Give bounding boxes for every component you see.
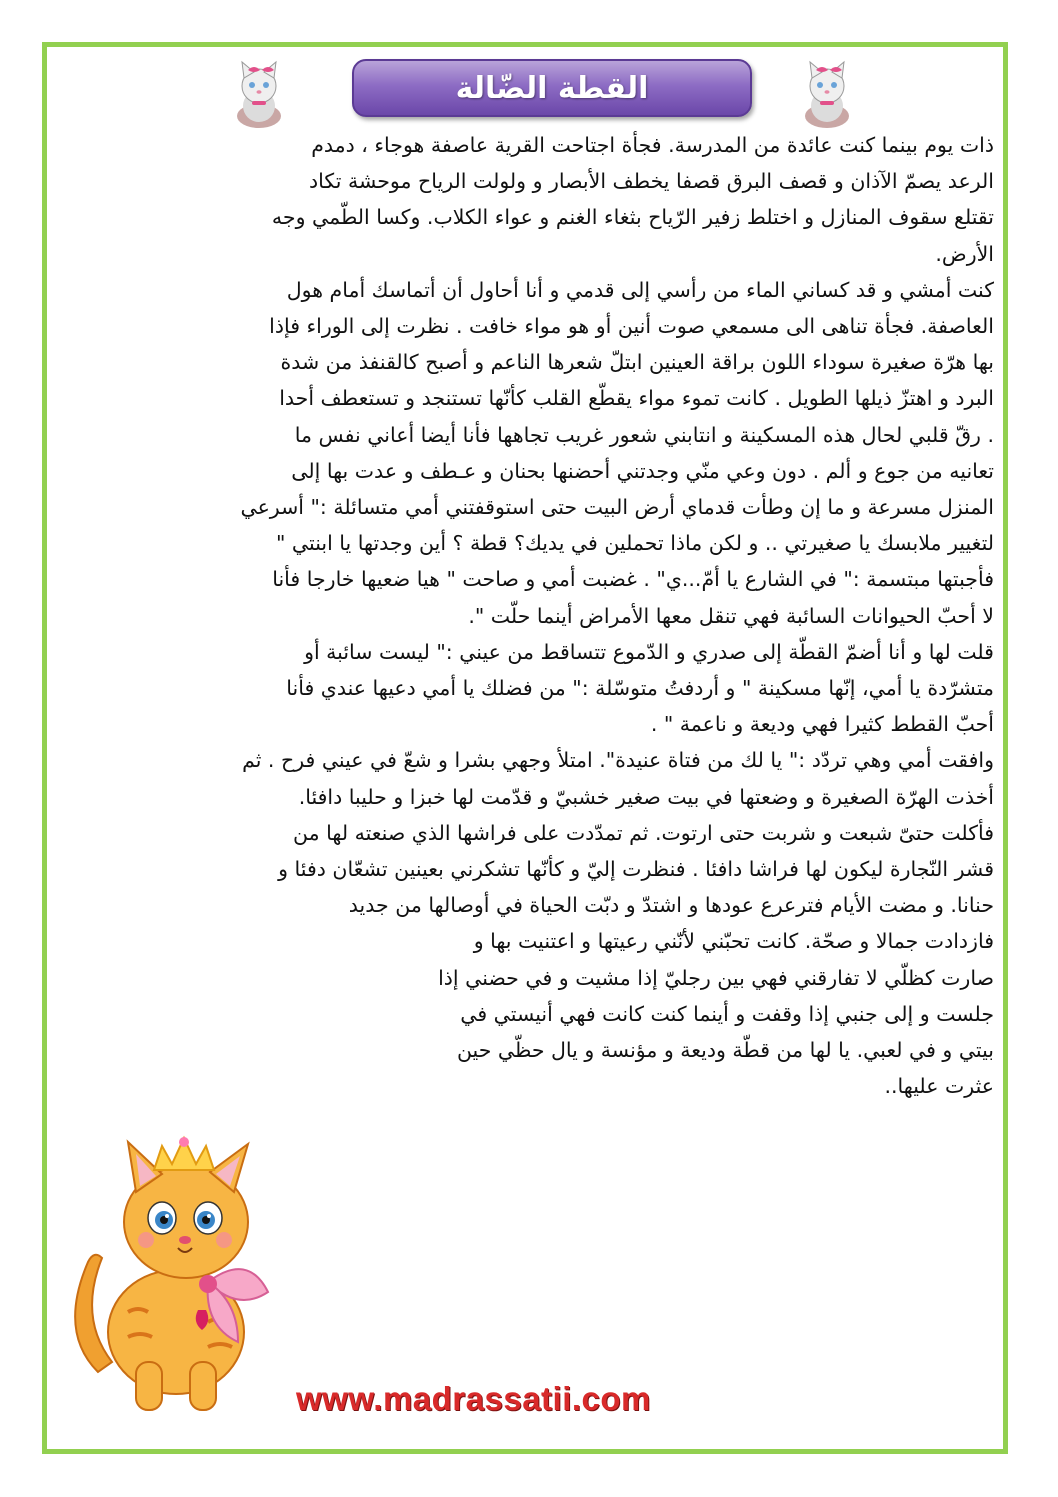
- kitten-icon-right: [786, 56, 868, 130]
- text-line: . رقّ قلبي لحال هذه المسكينة و انتابني شعور غريب تجاهها فأنا أيضا أعاني نفس ما: [294, 422, 994, 447]
- text-line: الرعد يصمّ الآذان و قصف البرق قصفا يخطف الأبصار و ولولت الرياح موحشة تكاد: [309, 169, 994, 194]
- text-line: عثرت عليها..: [884, 1074, 994, 1099]
- text-line: بها هرّة صغيرة سوداء اللون براقة العينين ابتلّ شعرها الناعم و أصبح كالقنفذ من شدة: [280, 350, 994, 375]
- text-line: فأجبتها مبتسمة :" في الشارع يا أمّ...ي" . غضبت أمي و صاحت " هيا ضعيها خارجا فأنا: [272, 567, 994, 592]
- text-line: جلست و إلى جنبي إذا وقفت و أينما كنت كانت فهي أنيستي في: [460, 1001, 994, 1026]
- website-watermark: www.madrassatii.com: [296, 1380, 651, 1417]
- title-banner: [352, 59, 752, 117]
- text-line: البرد و اهتزّ ذيلها الطويل . كانت تموء مواء يقطّع القلب كأنّها تستنجد و تستعطف أحدا: [279, 386, 994, 411]
- page-title: القطة الضّالة: [455, 70, 649, 106]
- text-line: لتغيير ملابسك يا صغيرتي .. و لكن ماذا تحملين في يديك؟ قطة ؟ أين وجدتها يا ابنتي ": [275, 531, 994, 556]
- text-line: أخذت الهرّة الصغيرة و وضعتها في بيت صغير خشبيّ و قدّمت لها خبزا و حليبا دافئا.: [298, 784, 994, 809]
- text-line: بيتي و في لعبي. يا لها من قطّة وديعة و مؤنسة و يال حظّي حين: [456, 1038, 994, 1063]
- text-line: المنزل مسرعة و ما إن وطأت قدماي أرض البيت حتى استوقفتني أمي متسائلة :" أسرعي: [240, 495, 994, 520]
- text-line: وافقت أمي وهي تردّد :" يا لك من فتاة عنيدة". امتلأ وجهي بشرا و شعّ في عيني فرح . ثم: [242, 748, 994, 773]
- text-line: كنت أمشي و قد كساني الماء من رأسي إلى قدمي و أنا أحاول أن أتماسك أمام هول: [286, 277, 994, 302]
- paragraph-4: [62, 742, 994, 1104]
- text-line: العاصفة. فجأة تناهى الى مسمعي صوت أنين أو هو مواء خافت . نظرت إلى الوراء فإذا: [269, 314, 994, 339]
- text-line: فأكلت حتىّ شبعت و شربت حتى ارتوت. ثم تمدّدت على فراشها الذي صنعته لها من: [293, 820, 994, 845]
- text-line: الأرض.: [935, 241, 994, 266]
- paragraph-2: [62, 272, 994, 634]
- text-line: ذات يوم بينما كنت عائدة من المدرسة. فجأة اجتاحت القرية عاصفة هوجاء ، دمدم: [311, 133, 994, 157]
- text-line: تعانيه من جوع و ألم . دون وعي منّي وجدتني أحضنها بحنان و عـطف و عدت بها إلى: [291, 458, 994, 483]
- text-line: تقتلع سقوف المنازل و اختلط زفير الرّياح بثغاء الغنم و عواء الكلاب. وكسا الطّمي وجه: [271, 205, 994, 230]
- text-line: حنانا. و مضت الأيام فترعرع عودها و اشتدّ و دبّت الحياة في أوصالها من جديد: [348, 893, 994, 918]
- paragraph-3: [62, 634, 994, 743]
- text-line: أحبّ القطط كثيرا فهي وديعة و ناعمة " .: [650, 712, 994, 737]
- orange-kitten-illustration: [58, 1122, 296, 1418]
- paragraph-1: [62, 127, 994, 272]
- story-text: [62, 127, 994, 1104]
- text-line: صارت كظلّي لا تفارقني فهي بين رجليّ إذا مشيت و في حضني إذا: [438, 965, 994, 990]
- text-line: لا أحبّ الحيوانات السائبة فهي تنقل معها الأمراض أينما حلّت ".: [468, 603, 994, 628]
- kitten-icon-left: [218, 56, 300, 130]
- text-line: فازدادت جمالا و صحّة. كانت تحبّني لأنّني رعيتها و اعتنيت بها و: [473, 929, 994, 954]
- text-line: متشرّدة يا أمي، إنّها مسكينة " و أردفتُ متوسّلة :" من فضلك يا أمي دعيها عندي فأنا: [286, 676, 994, 701]
- text-line: قشر النّجارة ليكون لها فراشا دافئا . فنظرت إليّ و كأنّها تشكرني بعينين تشعّان دفئا و: [278, 857, 994, 882]
- text-line: قلت لها و أنا أضمّ القطّة إلى صدري و الدّموع تتساقط من عيني :" ليست سائبة أو: [304, 639, 994, 664]
